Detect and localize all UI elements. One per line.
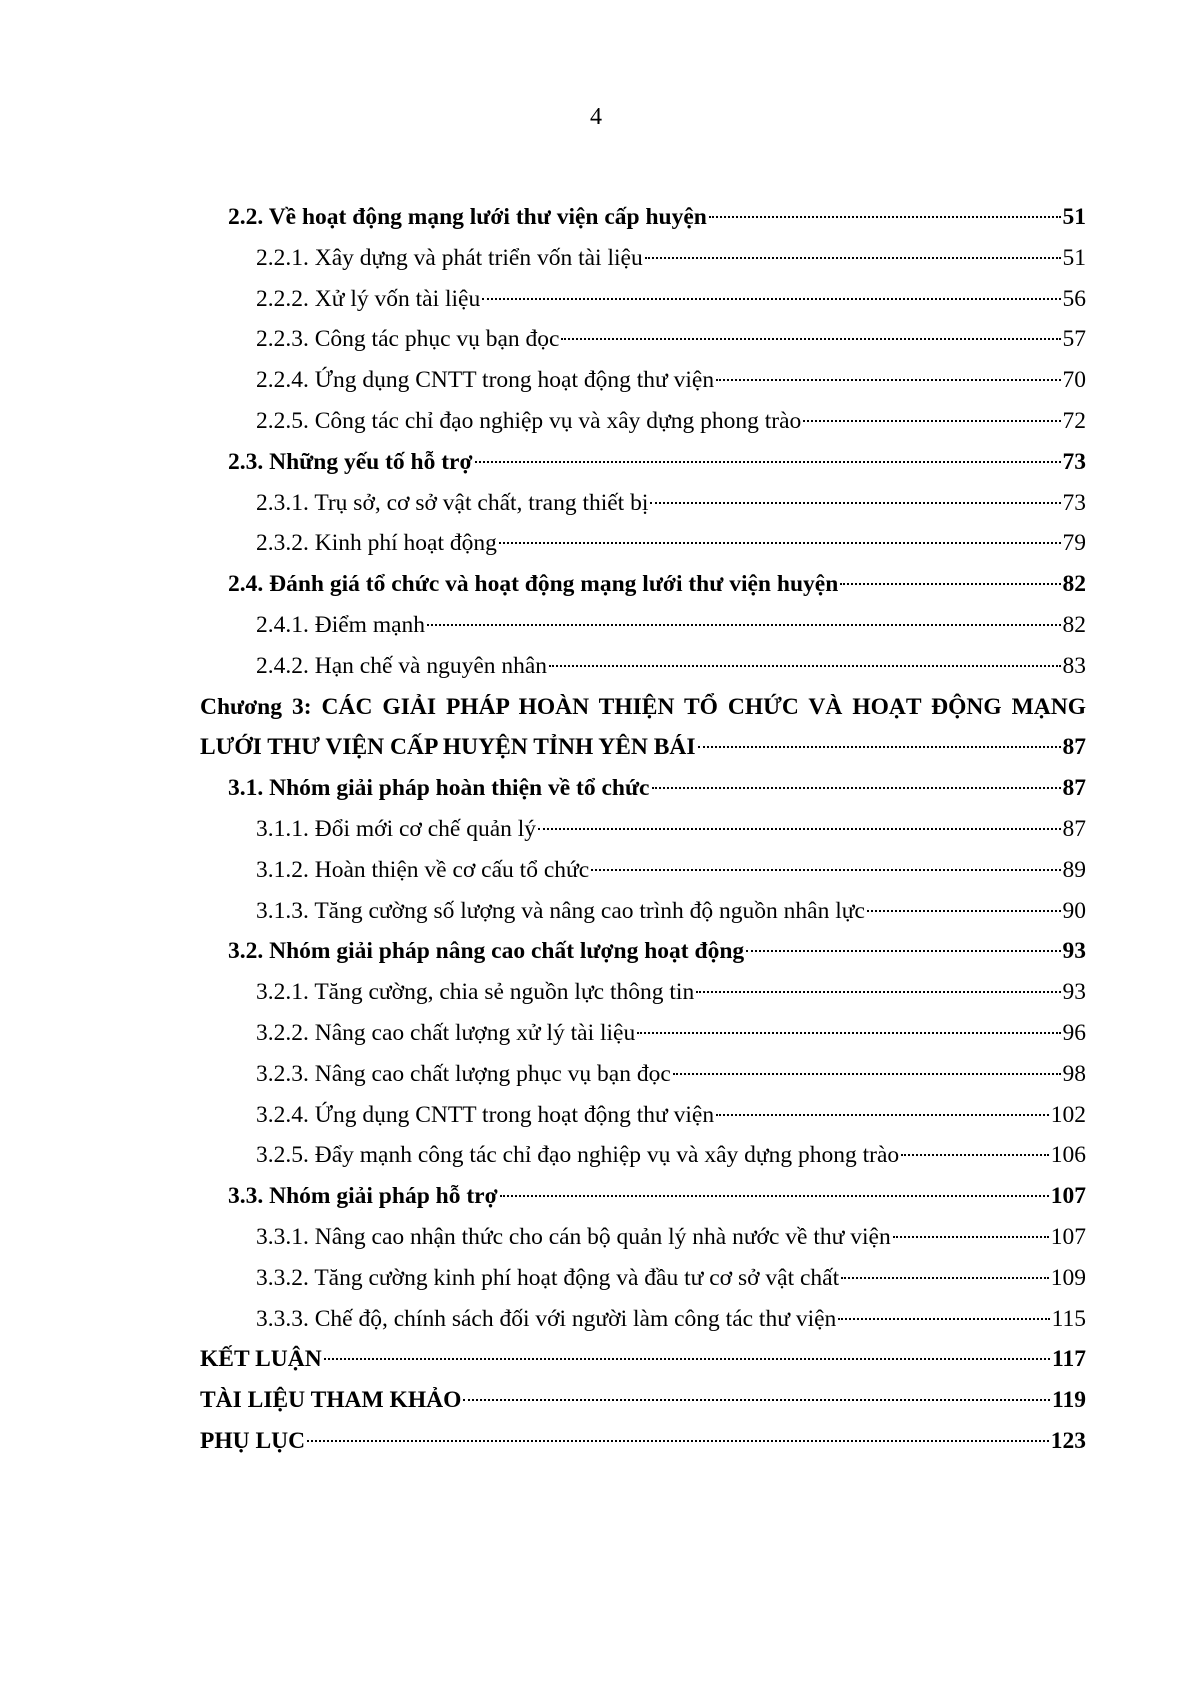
- toc-entry[interactable]: [200, 1013, 1086, 1054]
- dot-leader: [803, 420, 1060, 422]
- toc-entry-label: 3.2.5. Đẩy mạnh công tác chỉ đạo nghiệp vụ và xây dựng phong trào: [256, 1142, 900, 1169]
- toc-entry-label: 3.3.1. Nâng cao nhận thức cho cán bộ quản lý nhà nước về thư viện: [256, 1223, 891, 1250]
- dot-leader: [709, 216, 1061, 218]
- toc-entry-label: 3.3.3. Chế độ, chính sách đối với người làm công tác thư viện: [256, 1305, 837, 1332]
- toc-entry-label: 2.2.4. Ứng dụng CNTT trong hoạt động thư viện: [256, 367, 715, 394]
- dot-leader: [696, 991, 1060, 993]
- toc-entry-page: 70: [1062, 367, 1086, 394]
- toc-entry-label: 2.3.2. Kinh phí hoạt động: [256, 530, 497, 557]
- dot-leader: [549, 665, 1060, 667]
- toc-entry[interactable]: [200, 1095, 1086, 1136]
- toc-entry[interactable]: [200, 238, 1086, 279]
- toc-entry-label: 3.3. Nhóm giải pháp hỗ trợ: [228, 1183, 498, 1210]
- toc-entry-page: 102: [1050, 1101, 1086, 1128]
- toc-entry-label: 2.3. Những yếu tố hỗ trợ: [228, 448, 473, 475]
- dot-leader: [716, 379, 1060, 381]
- dot-leader: [482, 298, 1060, 300]
- toc-entry-label: TÀI LIỆU THAM KHẢO: [200, 1387, 462, 1414]
- toc-entry-page: 87: [1062, 815, 1086, 842]
- toc-entry-page: 109: [1050, 1264, 1086, 1291]
- table-of-contents: [200, 197, 1086, 1462]
- toc-entry[interactable]: [200, 768, 1086, 809]
- toc-entry-label: 3.2.2. Nâng cao chất lượng xử lý tài liệu: [256, 1019, 636, 1046]
- toc-entry-page: 89: [1062, 856, 1086, 883]
- toc-entry[interactable]: [200, 1176, 1086, 1217]
- toc-entry[interactable]: [200, 319, 1086, 360]
- toc-entry-page: 82: [1062, 611, 1086, 638]
- toc-entry[interactable]: [200, 401, 1086, 442]
- dot-leader: [867, 910, 1061, 912]
- dot-leader: [716, 1114, 1049, 1116]
- toc-entry-page: 51: [1062, 244, 1086, 271]
- toc-entry[interactable]: [200, 972, 1086, 1013]
- dot-leader: [840, 583, 1060, 585]
- toc-entry-label: 2.2.3. Công tác phục vụ bạn đọc: [256, 326, 560, 353]
- toc-entry-label: 2.4. Đánh giá tổ chức và hoạt động mạng lưới thư viện huyện: [228, 571, 839, 598]
- toc-entry[interactable]: [200, 279, 1086, 320]
- toc-entry-page: 72: [1062, 407, 1086, 434]
- dot-leader: [698, 746, 1061, 748]
- toc-entry[interactable]: [200, 1135, 1086, 1176]
- toc-entry[interactable]: [200, 1299, 1086, 1340]
- toc-entry-page: 73: [1062, 489, 1086, 516]
- toc-entry[interactable]: [200, 605, 1086, 646]
- dot-leader: [841, 1277, 1049, 1279]
- toc-entry-page: 87: [1062, 775, 1086, 802]
- chapter3-heading-line2[interactable]: [200, 727, 1086, 768]
- dot-leader: [838, 1318, 1049, 1320]
- toc-entry-page: 117: [1052, 1346, 1086, 1373]
- dot-leader: [652, 787, 1061, 789]
- toc-entry-label: 3.1.3. Tăng cường số lượng và nâng cao trình độ nguồn nhân lực: [256, 897, 865, 924]
- toc-entry-page: 93: [1062, 979, 1086, 1006]
- toc-entry[interactable]: [200, 809, 1086, 850]
- dot-leader: [475, 461, 1061, 463]
- toc-entry[interactable]: [200, 891, 1086, 932]
- dot-leader: [427, 624, 1060, 626]
- toc-entry[interactable]: [200, 442, 1086, 483]
- toc-entry-page: 107: [1050, 1183, 1086, 1210]
- toc-entry-label: 3.2.1. Tăng cường, chia sẻ nguồn lực thông tin: [256, 979, 695, 1006]
- toc-entry-label: 2.4.1. Điểm mạnh: [256, 611, 426, 638]
- dot-leader: [591, 869, 1060, 871]
- dot-leader: [561, 338, 1060, 340]
- toc-entry[interactable]: [200, 1339, 1086, 1380]
- toc-entry[interactable]: [200, 646, 1086, 687]
- dot-leader: [307, 1440, 1049, 1442]
- toc-entry-page: 98: [1062, 1060, 1086, 1087]
- toc-entry-label: 3.3.2. Tăng cường kinh phí hoạt động và đầu tư cơ sở vật chất: [256, 1264, 840, 1291]
- dot-leader: [538, 828, 1060, 830]
- toc-entry-label: LƯỚI THƯ VIỆN CẤP HUYỆN TỈNH YÊN BÁI: [200, 734, 696, 761]
- toc-entry-page: 82: [1062, 571, 1086, 598]
- dot-leader: [645, 257, 1061, 259]
- toc-entry-label: 3.1. Nhóm giải pháp hoàn thiện về tổ chức: [228, 775, 650, 802]
- toc-entry[interactable]: [200, 523, 1086, 564]
- toc-entry[interactable]: [200, 1421, 1086, 1462]
- toc-entry[interactable]: [200, 1054, 1086, 1095]
- toc-entry-label: 2.2.1. Xây dựng và phát triển vốn tài liệu: [256, 244, 643, 271]
- dot-leader: [746, 950, 1060, 952]
- toc-entry[interactable]: [200, 197, 1086, 238]
- toc-entry-page: 79: [1062, 530, 1086, 557]
- toc-entry-page: 90: [1062, 897, 1086, 924]
- toc-entry-label: 2.3.1. Trụ sở, cơ sở vật chất, trang thiết bị: [256, 489, 649, 516]
- chapter3-heading-line1: Chương 3: CÁC GIẢI PHÁP HOÀN THIỆN TỔ CHỨC VÀ HOẠT ĐỘNG MẠNG: [200, 693, 1086, 720]
- toc-entry-label: 3.2.3. Nâng cao chất lượng phục vụ bạn đọc: [256, 1060, 671, 1087]
- dot-leader: [650, 502, 1060, 504]
- toc-section-chapter2: [200, 197, 1086, 687]
- toc-entry[interactable]: [200, 1380, 1086, 1421]
- toc-entry-page: 87: [1062, 734, 1086, 761]
- toc-entry-page: 115: [1051, 1305, 1086, 1332]
- toc-entry-label: 3.1.1. Đổi mới cơ chế quản lý: [256, 815, 537, 842]
- toc-entry[interactable]: [200, 564, 1086, 605]
- toc-entry-page: 107: [1050, 1223, 1086, 1250]
- toc-entry-label: 2.2. Về hoạt động mạng lưới thư viện cấp huyện: [228, 204, 707, 230]
- dot-leader: [901, 1154, 1049, 1156]
- toc-entry-label: PHỤ LỤC: [200, 1427, 306, 1454]
- toc-entry-label: 3.2.4. Ứng dụng CNTT trong hoạt động thư viện: [256, 1101, 715, 1128]
- toc-entry-page: 106: [1050, 1142, 1086, 1169]
- toc-entry-page: 73: [1062, 448, 1086, 475]
- toc-entry-label: 3.2. Nhóm giải pháp nâng cao chất lượng hoạt động: [228, 938, 745, 965]
- toc-entry-page: 56: [1062, 285, 1086, 312]
- toc-entry-label: 3.1.2. Hoàn thiện về cơ cấu tổ chức: [256, 856, 590, 883]
- toc-entry[interactable]: [200, 1217, 1086, 1258]
- toc-entry-page: 83: [1062, 652, 1086, 679]
- toc-entry[interactable]: [200, 850, 1086, 891]
- toc-entry-page: 119: [1052, 1387, 1086, 1414]
- dot-leader: [673, 1073, 1061, 1075]
- dot-leader: [463, 1399, 1050, 1401]
- toc-section-chapter3: [200, 768, 1086, 1462]
- toc-entry[interactable]: [200, 483, 1086, 524]
- toc-entry-page: 123: [1050, 1427, 1086, 1454]
- page-number: 4: [590, 104, 602, 130]
- dot-leader: [500, 1195, 1049, 1197]
- toc-entry[interactable]: [200, 360, 1086, 401]
- dot-leader: [637, 1032, 1060, 1034]
- dot-leader: [324, 1358, 1050, 1360]
- dot-leader: [499, 542, 1061, 544]
- toc-entry-page: 57: [1062, 326, 1086, 353]
- toc-entry-page: 51: [1062, 204, 1086, 230]
- toc-entry-label: 2.2.5. Công tác chỉ đạo nghiệp vụ và xây dựng phong trào: [256, 407, 802, 434]
- toc-entry[interactable]: [200, 1258, 1086, 1299]
- toc-entry-page: 93: [1062, 938, 1086, 965]
- toc-entry-label: 2.4.2. Hạn chế và nguyên nhân: [256, 652, 548, 679]
- toc-entry-label: 2.2.2. Xử lý vốn tài liệu: [256, 285, 481, 312]
- dot-leader: [893, 1236, 1049, 1238]
- toc-entry[interactable]: [200, 931, 1086, 972]
- toc-entry-page: 96: [1062, 1019, 1086, 1046]
- toc-entry-label: KẾT LUẬN: [200, 1346, 322, 1373]
